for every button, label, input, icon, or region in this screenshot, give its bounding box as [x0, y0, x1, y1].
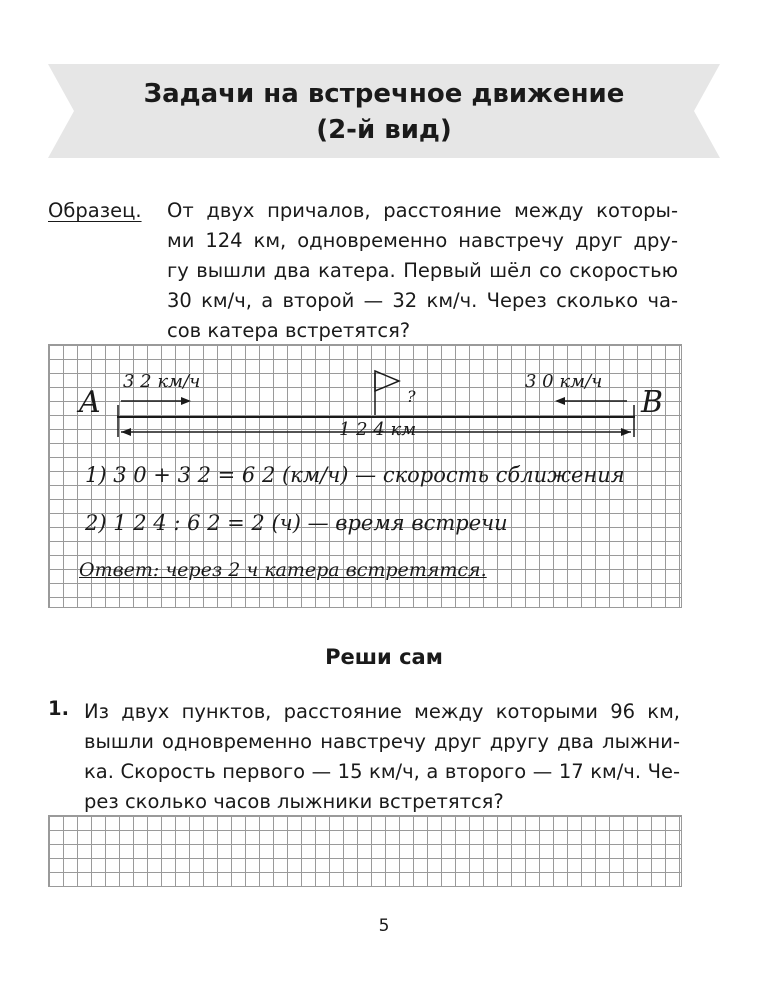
sample-line: 30 км/ч, а второй — 32 км/ч. Через сколько ча- [167, 289, 678, 312]
sample-label: Образец. [48, 199, 142, 222]
measure-arrow-left [121, 428, 131, 436]
meeting-question-mark: ? [407, 387, 416, 406]
section-title: Реши сам [325, 645, 443, 669]
measure-arrow-right [621, 428, 631, 436]
page-title-line1: Задачи на встречное движение [143, 79, 625, 109]
task-text [84, 697, 680, 817]
answer-grid[interactable] [48, 815, 682, 887]
distance-label: 1 2 4 км [339, 419, 417, 440]
solution-step-1: 1) 3 0 + 3 2 = 6 2 (км/ч) — скорость сближения [85, 463, 625, 487]
sample-solution-grid [48, 344, 682, 608]
sample-text [167, 196, 678, 346]
task-line: ка. Скорость первого — 15 км/ч, а второго — 17 км/ч. Че- [84, 760, 680, 783]
solution-answer: Ответ: через 2 ч катера встретятся. [79, 559, 487, 581]
sample-line: ми 124 км, одновременно навстречу друг дру- [167, 229, 678, 252]
sample-line: гу вышли два катера. Первый шёл со скоростью [167, 259, 678, 282]
page-title [48, 76, 720, 148]
sample-line: сов катера встретятся? [167, 319, 411, 342]
task-line: Из двух пунктов, расстояние между которыми 96 км, [84, 700, 680, 723]
page-number: 5 [378, 916, 390, 936]
task-line: рез сколько часов лыжники встретятся? [84, 790, 504, 813]
task-line: вышли одновременно навстречу друг другу два лыжни- [84, 730, 680, 753]
right-speed-label: 3 0 км/ч [525, 371, 603, 392]
left-speed-label: 3 2 км/ч [123, 371, 201, 392]
page-title-line2: (2-й вид) [316, 115, 452, 145]
task-number: 1. [48, 697, 69, 720]
point-a-label: A [79, 385, 101, 420]
solution-step-2: 2) 1 2 4 : 6 2 = 2 (ч) — время встречи [85, 511, 508, 535]
point-b-label: B [641, 385, 664, 420]
sample-line: От двух причалов, расстояние между которы- [167, 199, 678, 222]
title-banner [48, 64, 720, 158]
